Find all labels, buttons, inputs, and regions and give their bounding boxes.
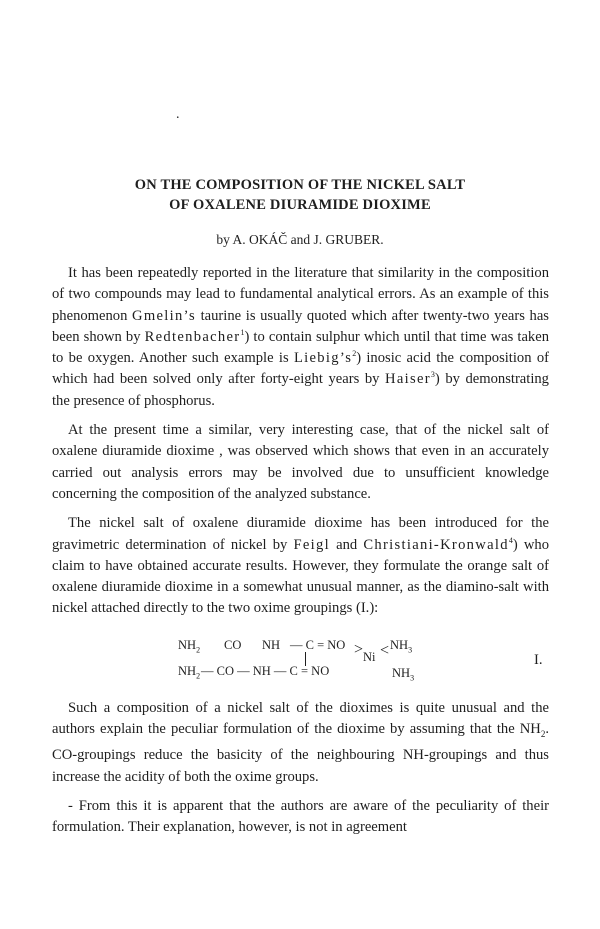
article-body: [52, 263, 549, 846]
byline: by A. OKÁČ and J. GRUBER.: [216, 232, 384, 247]
author-christiani-kronwald: Christiani-Kronwald: [363, 536, 509, 553]
p4-text-b: . CO-groupings reduce the basicity of the neighbouring NH-groupings and thus increase the acidity of both the oxime groups.: [52, 721, 549, 785]
formula-top-nh: NH: [262, 637, 281, 652]
p1-text-d: ) inosic acid the composition of which had been solved only after forty-eight years by: [52, 350, 549, 388]
formula-top-nh2: $NH_2$: [178, 637, 201, 655]
author-redtenbacher: Redtenbacher: [144, 328, 241, 345]
title-line-1: ON THE COMPOSITION OF THE NICKEL SALT: [134, 177, 466, 193]
formula-bottom-chain: — CO — NH — C = NO: [201, 663, 330, 678]
formula-top-co: CO: [224, 637, 242, 652]
p3-text-a: The nickel salt of oxalene diuramide dioxime has been introduced for the gravimetric determination of nickel by: [52, 515, 549, 553]
formula-top-nh3: $NH_3$: [390, 637, 413, 655]
p1-text-c: ) to contain sulphur which until that time was taken to be oxygen. Another such example is: [52, 328, 549, 367]
formula-bracket-bot: <: [380, 641, 390, 659]
paragraph-2: At the present time a similar, very interesting case, that of the nickel salt of oxalene diuramide dioxime , was observed which shows that even in an accurately carried out analysis errors may be involved due to unsufficient knowledge concerning the composition of the analyzed substance.: [52, 422, 549, 502]
p4-text-a: Such a composition of a nickel salt of the dioximes is quite unusual and the authors explain the peculiar formulation of the dioxime by assuming that the NH: [52, 699, 549, 738]
formula-bottom-nh2: $NH_2$: [178, 663, 201, 681]
p3-text-c: ) who claim to have obtained accurate results. However, they formulate the orange salt of oxalene diuramide dioxime in a somewhat unusual manner, as the diamino-salt with nickel attached directly to the two oxime groupings (I.):: [52, 536, 549, 617]
stray-dot: .: [176, 107, 180, 122]
footnote-ref-3: 3: [430, 370, 435, 380]
article-title: [60, 175, 540, 215]
paragraph-4: [52, 698, 549, 788]
chemical-formula-I: [52, 628, 549, 692]
formula-nickel: Ni: [363, 649, 376, 664]
footnote-ref-1: 1: [240, 327, 245, 337]
author-liebig: Liebig’s: [293, 350, 353, 367]
title-line-2: OF OXALENE DIURAMIDE DIOXIME: [169, 197, 431, 213]
author-haiser: Haiser: [385, 371, 431, 388]
p4-subscript: 2: [540, 728, 546, 739]
author-gmelin: Gmelin’s: [132, 307, 196, 324]
formula-number: I.: [534, 651, 543, 668]
footnote-ref-2: 2: [352, 349, 357, 359]
p3-text-b: and: [329, 536, 364, 553]
paragraph-3: [52, 513, 549, 619]
p1-text-b: taurine is usually quoted which after twenty-two years has been shown by: [52, 307, 549, 345]
formula-top-c-no: — C = NO: [290, 637, 346, 652]
formula-bracket-top: >: [354, 640, 364, 658]
formula-bottom-nh3: $NH_3$: [392, 665, 415, 683]
p1-text-a: It has been repeatedly reported in the literature that similarity in the composition of two compounds may lead to fundamental analytical errors. As an example of this phenomenon: [52, 265, 549, 324]
p1-text-e: ) by demonstrating the presence of phosphorus.: [52, 371, 549, 409]
paragraph-1: [52, 263, 549, 412]
footnote-ref-4: 4: [508, 535, 513, 545]
author-feigl: Feigl: [293, 536, 330, 553]
paragraph-5: - From this it is apparent that the authors are aware of the peculiarity of their formulation. Their explanation, however, is not in agreement: [52, 797, 549, 836]
